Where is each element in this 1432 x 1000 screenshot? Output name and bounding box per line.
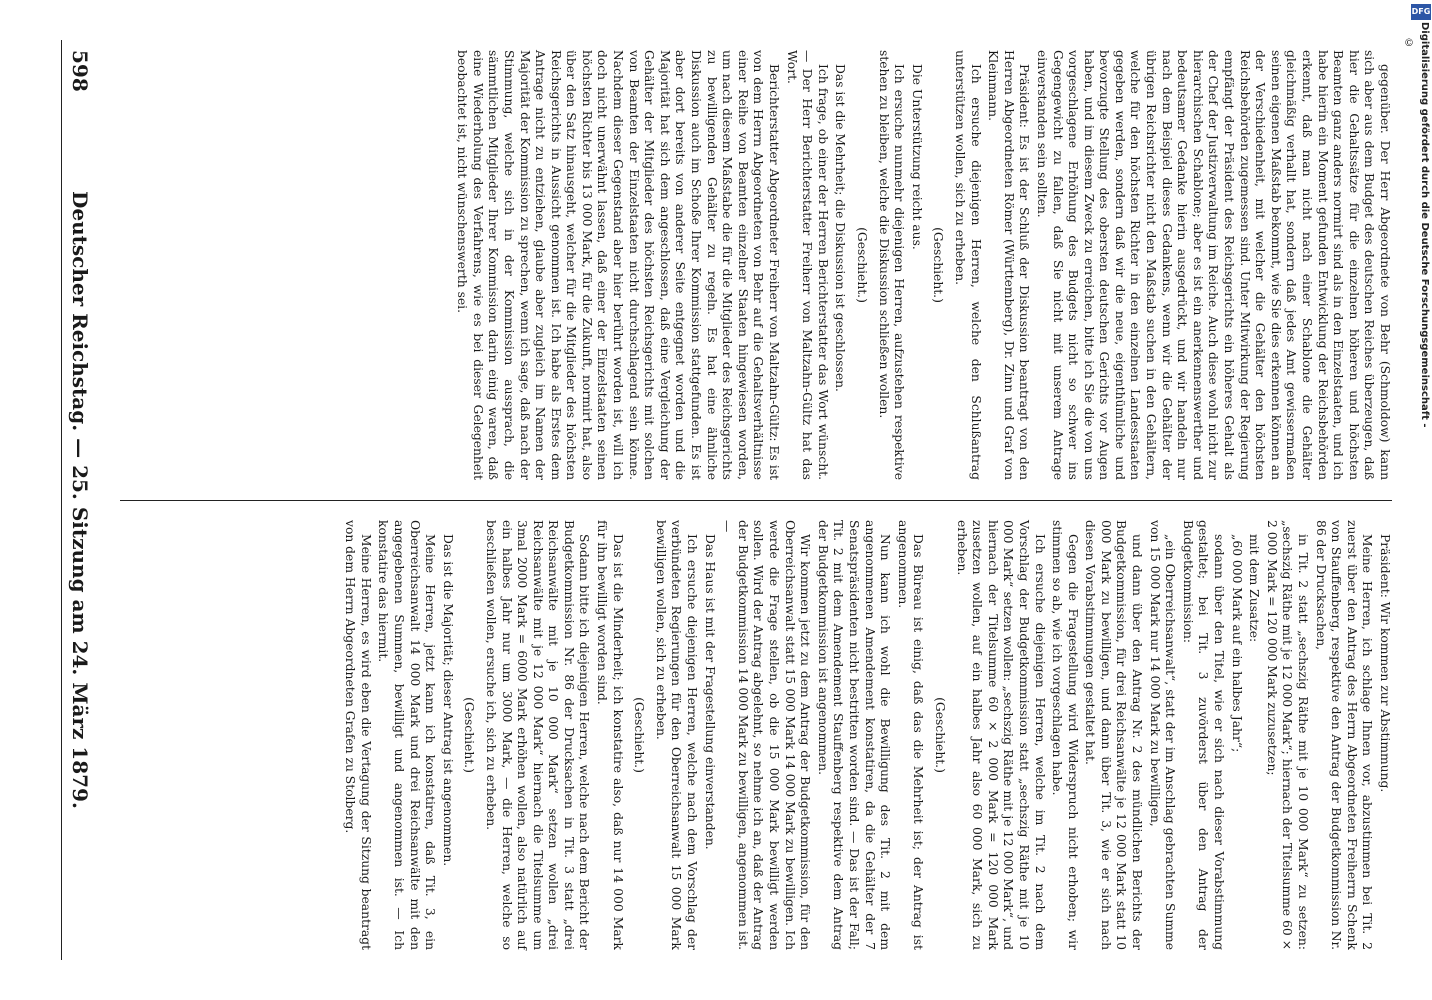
paragraph: Präsident: Wir kommen zur Abstimmung. bbox=[1378, 534, 1392, 793]
paragraph: gegenüber. Der Herr Abgeordnete von Behr (Schmoldow) kann sich aber aus dem Budget des deutschen Reiches überzeugen, daß hier die Gehaltssätze für die einzelnen höheren und höchsten Beamten ganz anders normirt sind als in den Einzelstaaten, und ich habe hierin ein Moment gefunden Entwicklung der Reichsbehörden erkennt, daß man nicht nach einer Schablone die Gehälter gleichmäßig verhallt hat, sondern daß jedes Amt gewissermaßen seinen eigenen Maßstab bekommt, wie Sie dies erkennen können an der Verschiedenheit, mit welcher die Gehälter den höchsten Reichsbehörden zugemessen sind. Unter Mitwirkung der Regierung empfängt der Präsident des Reichsgerichts ein höheres Gehalt als der Chef der Justizverwaltung im Reiche. Auch diese wohl nicht zur hierarchischen Schablone; aber es ist ein anerkennenswerther und bedeutsamer Gedanke hierin ausgedrückt, und wir handeln nur nach dem Beispiel dieses Gedankens, wenn wir die Gehälter der übrigen Reichsrichter nicht den Maßstab suchen in den Gehältern, welche für den höchsten Richter in den einzelnen Landesstaaten gegeben werden, sondern daß wir die neue, eigenthümliche und bevorzugte Stellung des obersten deutschen Gerichts vor Augen haben, und im diesem Zweck zu erreichen, bitte ich Sie die von uns vorgeschlagene Erhöhung des Budgets nicht so schwer ins Gegengewicht zu fallen, daß Sie nicht mit unserem Antrage einverstanden sein sollten. bbox=[1034, 50, 1392, 480]
paragraph: und dann über den Antrag Nr. 2 des mündlichen Berichts der Budgetkommission, für drei Reichsanwälte je 12 000 Mark statt 10 000 Mark zu bewilligen, und dann über Tit. 3, wie er sich nach diesen Vorabstimmungen gestaltet hat. bbox=[1083, 520, 1145, 950]
stage-direction: (Geschieht.) bbox=[932, 697, 947, 773]
left-column bbox=[120, 50, 1392, 480]
stage-direction: (Geschieht.) bbox=[931, 227, 946, 303]
paragraph: „60 000 Mark auf ein halbes Jahr“; bbox=[1229, 534, 1244, 753]
right-column bbox=[120, 520, 1392, 950]
page-header bbox=[61, 40, 122, 960]
paragraph: Wir kommen jetzt zu dem Antrag der Budgetkommission, für den Oberreichsanwalt statt 15 000 Mark 14 000 Mark zu bewilligen. Ich werde die Frage stellen, ob die 15 000 Mark bewilligt werden sollen. Wird der Antrag abgelehnt, so nehme ich an, daß der Antrag der Budgetkommission 14 000 Mark zu bewilligen, angenommen ist. — bbox=[720, 520, 813, 950]
corner-mark-icon: © bbox=[1404, 38, 1414, 49]
paragraph: Gegen die Fragestellung wird Widerspruch nicht erhoben; wir stimmen so ab, wie ich vorgeschlagen habe. bbox=[1050, 520, 1080, 950]
paragraph: Sodann bitte ich diejenigen Herren, welche nach dem Bericht der Budgetkommission Nr. 86 der Drucksachen in Tit. 3 statt „drei Reichsanwälte mit je 10 000 Mark“ setzen wollen „drei Reichsanwälte mit je 12 000 Mark“ hiernach die Titelsumme um 3mal 2000 Mark = 6000 Mark erhöhen wollen, also natürlich auf ein halbes Jahr nur um 3000 Mark, — die Herren, welche so beschließen wollen, ersuche ich, sich zu erheben. bbox=[483, 520, 592, 950]
paragraph: mit dem Zusatze: bbox=[1247, 534, 1262, 643]
paragraph: Meine Herren, jetzt kann ich konstatiren, daß Tit. 3, ein Oberreichsanwalt 14 000 Mark und drei Reichsanwälte mit den angegebenen Summen, bewilligt und angenommen ist. — Ich konstatire das hiermit. bbox=[376, 520, 438, 950]
paragraph: Meine Herren, ich schlage Ihnen vor, abzustimmen bei Tit. 2 zuerst über den Antrag des Herrn Abgeordneten Freiherrn Schenk von Stauffenberg, respektive den Antrag der Budgetkommission Nr. 86 der Drucksachen, bbox=[1313, 520, 1375, 950]
paragraph: Das Büreau ist einig, daß das die Mehrheit ist; der Antrag ist angenommen. bbox=[895, 520, 926, 950]
paragraph: Ich ersuche diejenigen Herren, welche den Schlußantrag unterstützen wollen, sich zu erheben. bbox=[952, 50, 983, 480]
paragraph: Berichterstatter Abgeordneter Freiherr von Maltzahn-Gültz: Es ist von dem Herrn Abgeordneten von Behr auf die Gehaltsverhältnisse einer Reihe von Beamten einzelner Staaten hingewiesen worden, um nach diesem Maßstabe die für die Mitglieder des Reichsgerichts zu bewilligenden Gehälter zu regeln. Es hat eine ähnliche Diskussion auch im Schoße Ihrer Kommission stattgefunden. Es ist aber dort bereits von anderer Seite entgegnet worden und die Majorität hat sich dem angeschlossen, daß eine Vergleichung der Gehälter der Mitglieder des höchsten Reichsgerichts mit solchen von Beamten der Einzelstaaten nicht durchschlagend sein könne. Nachdem dieser Gegenstand aber hier berührt worden ist, will ich doch nicht unerwähnt lassen, daß einer der Einzelstaaten seinen höchsten Richter bis 13 000 Mark, für die Zukunft, normirt hat, also über den Satz hinausgeht, welcher für die Mitglieder des höchsten Reichsgerichts in Aussicht genommen ist. Ich habe als Erstes dem Antrage nicht zu entziehen, glaube aber zugleich im Namen der Majorität der Kommission zu sprechen, wenn ich sage, daß nach der Stimmung, welche sich in der Kommission aussprach, die sämmtlichen Mitglieder Ihrer Kommission darin einig waren, daß eine Wiederholung des Verfahrens, wie es bei dieser Gelegenheit beobachtet ist, nicht wünschenswerth sei. bbox=[455, 50, 782, 480]
column-rule bbox=[120, 500, 1392, 501]
paragraph: Ich ersuche diejenigen Herren, welche nach dem Vorschlag der verbündeten Regierungen für den Oberreichsanwalt 15 000 Mark bewilligen wollen, sich zu erheben. bbox=[653, 520, 700, 950]
paragraph: Das ist die Majorität; dieser Antrag ist angenommen. bbox=[440, 534, 455, 867]
paragraph: sodann über den Titel, wie er sich nach dieser Vorabstimmung gestaltet; bei Tit. 3 zuvörderst über den Antrag der Budgetkommission: bbox=[1180, 520, 1227, 950]
paragraph: Die Unterstützung reicht aus. bbox=[909, 64, 924, 250]
paragraph: Ich ersuche nunmehr diejenigen Herren, aufzustehen respektive stehen zu bleiben, welche die Diskussion schließen wollen. bbox=[876, 50, 907, 480]
paragraph: Nun kann ich wohl die Bewilligung des Tit. 2 mit dem angenommenen Amendement konstatiren, da die Gehälter der 7 Senatspräsidenten nicht bestritten worden sind. — Das ist der Fall; Tit. 2 mit dem Amendement Stauffenberg respektive dem Antrag der Budgetkommission ist angenommen. bbox=[815, 520, 893, 950]
dfg-logo: DFG bbox=[1411, 4, 1431, 20]
page-number: 598 bbox=[68, 50, 92, 92]
paragraph: in Tit. 2 statt „sechszig Räthe mit je 10 000 Mark“ zu setzen: „sechszig Räthe mit je 12 000 Mark“; hiernach der Titelsumme 60 × 2 000 Mark = 120 000 Mark zuzusetzen; bbox=[1264, 520, 1311, 950]
paragraph: Ich frage, ob einer der Herren Berichterstatter das Wort wünscht. — Der Herr Berichterstatter Freiherr von Maltzahn-Gültz hat das Wort. bbox=[784, 50, 830, 480]
paragraph: Das ist die Minderheit; ich konstatire also, daß nur 14 000 Mark für ihn bewilligt worden sind. bbox=[595, 520, 625, 950]
paragraph: Präsident: Es ist der Schluß der Diskussion beantragt von den Herren Abgeordneten Römer (Württemberg), Dr. Zinn und Graf von Kleinmann. bbox=[986, 50, 1032, 480]
running-title: Deutscher Reichstag. — 25. Sitzung am 24. März 1879. bbox=[68, 191, 92, 809]
paragraph: Das Haus ist mit der Fragestellung einverstanden. bbox=[702, 534, 717, 850]
stage-direction: (Geschieht.) bbox=[632, 697, 647, 773]
paragraph: Meine Herren, es wird eben die Vertagung der Sitzung beantragt von dem Herrn Abgeordneten Grafen zu Stolberg. bbox=[343, 520, 373, 950]
stage-direction: (Geschieht.) bbox=[462, 697, 477, 773]
digitization-sidebar bbox=[1410, 0, 1432, 1000]
paragraph: Das ist die Mehrheit; die Diskussion ist geschlossen. bbox=[833, 64, 848, 392]
paragraph: Ich ersuche diejenigen Herren, welche im Tit. 2 nach dem Vorschlag der Budgetkommission statt „sechszig Räthe mit je 10 000 Mark“ setzen wollen: „sechszig Räthe mit je 12 000 Mark“, und hiernach der Titelsumme 60 × 2 000 Mark = 120 000 Mark zusetzen wollen, auf ein halbes Jahr also 60 000 Mark, sich zu erheben. bbox=[954, 520, 1047, 950]
paragraph: „ein Oberreichsanwalt“, statt der im Anschlag gebrachten Summe von 15 000 Mark nur 14 000 Mark zu bewilligen, bbox=[1147, 520, 1178, 950]
stage-direction: (Geschieht.) bbox=[855, 227, 869, 303]
digitization-credit: Digitalisierung gefördert durch die Deutsche Forschungsgemeinschaft - bbox=[1419, 22, 1430, 428]
